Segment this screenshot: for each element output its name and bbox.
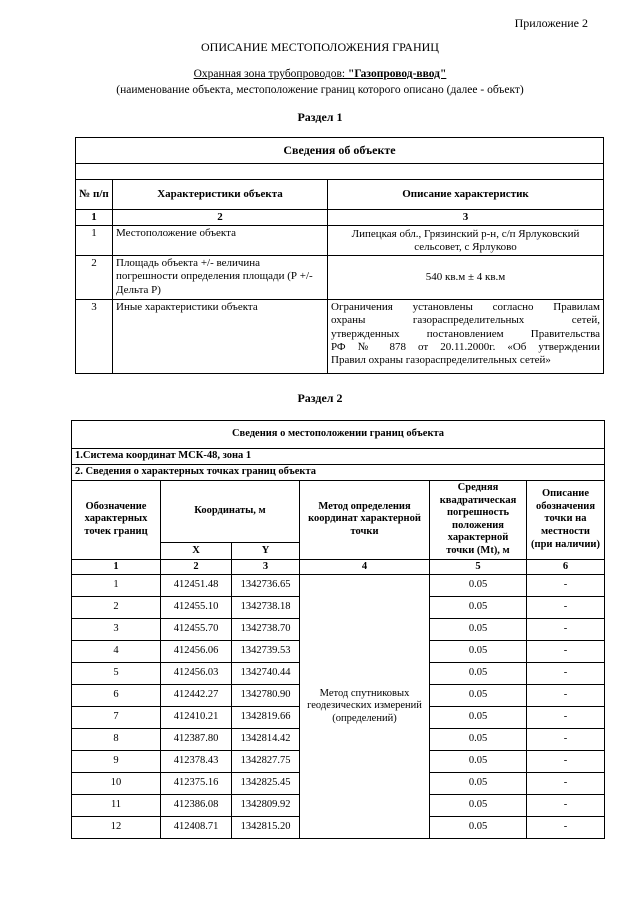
- coord-x: 412386.08: [161, 795, 232, 817]
- error-value: 0.05: [430, 817, 527, 839]
- point-number: 6: [72, 685, 161, 707]
- error-value: 0.05: [430, 663, 527, 685]
- col-header-char: Характеристики объекта: [113, 180, 328, 210]
- object-info-table: [75, 137, 604, 374]
- error-value: 0.05: [430, 795, 527, 817]
- error-value: 0.05: [430, 685, 527, 707]
- table-row: [76, 226, 604, 256]
- point-number: 3: [72, 619, 161, 641]
- method-cell: Метод спутниковых геодезических измерений (определений): [300, 575, 430, 839]
- table-row: [72, 575, 605, 597]
- row-char: Местоположение объекта: [113, 226, 328, 256]
- point-number: 11: [72, 795, 161, 817]
- row-desc: [328, 300, 604, 374]
- coord-y: 1342809.92: [232, 795, 300, 817]
- coord-y: 1342819.66: [232, 707, 300, 729]
- coord-x: 412455.10: [161, 597, 232, 619]
- coord-y: 1342827.75: [232, 751, 300, 773]
- col-header-desc: Описание характеристик: [328, 180, 604, 210]
- coord-system: 1.Система координат МСК-48, зона 1: [72, 449, 605, 465]
- index-cell: 6: [527, 559, 605, 575]
- point-number: 4: [72, 641, 161, 663]
- col-header-point: Обозначение характерных точек границ: [72, 481, 161, 560]
- zone-line: [0, 68, 640, 80]
- coord-y: 1342815.20: [232, 817, 300, 839]
- point-number: 2: [72, 597, 161, 619]
- table-row: [76, 300, 604, 374]
- coord-y: 1342780.90: [232, 685, 300, 707]
- col-header-error: Средняя квадратическая погрешность положения характерной точки (Mt), м: [430, 481, 527, 560]
- object-caption: (наименование объекта, местоположение границ которого описано (далее - объект): [116, 84, 524, 96]
- error-value: 0.05: [430, 575, 527, 597]
- desc-line: Правил охраны газораспределительных сетей»: [331, 353, 551, 366]
- section-1-heading: Раздел 1: [297, 110, 343, 124]
- point-description: -: [527, 641, 605, 663]
- row-desc: Липецкая обл., Грязинский р-н, с/п Ярлуковский сельсовет, с Ярлуково: [328, 226, 604, 256]
- coord-x: 412408.71: [161, 817, 232, 839]
- point-description: -: [527, 619, 605, 641]
- table-title: Сведения об объекте: [76, 138, 604, 164]
- coord-y: 1342825.45: [232, 773, 300, 795]
- point-number: 5: [72, 663, 161, 685]
- point-description: -: [527, 685, 605, 707]
- points-body: [72, 575, 605, 839]
- table-title: Сведения о местоположении границ объекта: [72, 421, 605, 449]
- zone-prefix: Охранная зона трубопроводов:: [193, 68, 348, 80]
- document-title: ОПИСАНИЕ МЕСТОПОЛОЖЕНИЯ ГРАНИЦ: [201, 40, 439, 54]
- error-value: 0.05: [430, 641, 527, 663]
- row-num: 3: [76, 300, 113, 374]
- coord-y: 1342814.42: [232, 729, 300, 751]
- error-value: 0.05: [430, 773, 527, 795]
- points-subtitle: 2. Сведения о характерных точках границ объекта: [72, 465, 605, 481]
- boundary-points-table: [71, 420, 605, 839]
- error-value: 0.05: [430, 597, 527, 619]
- index-cell: 2: [161, 559, 232, 575]
- row-char: Площадь объекта +/- величина погрешности определения площади (Р +/- Дельта Р): [113, 256, 328, 300]
- point-description: -: [527, 817, 605, 839]
- point-number: 7: [72, 707, 161, 729]
- point-number: 12: [72, 817, 161, 839]
- coord-x: 412378.43: [161, 751, 232, 773]
- point-description: -: [527, 575, 605, 597]
- coord-x: 412451.48: [161, 575, 232, 597]
- coord-x: 412456.06: [161, 641, 232, 663]
- col-header-coords: Координаты, м: [161, 481, 300, 543]
- point-number: 10: [72, 773, 161, 795]
- table-row: [76, 256, 604, 300]
- desc-line: утвержденных постановлением Правительства: [331, 327, 600, 340]
- error-value: 0.05: [430, 729, 527, 751]
- col-header-method: Метод определения координат характерной точки: [300, 481, 430, 560]
- coord-y: 1342740.44: [232, 663, 300, 685]
- row-char: Иные характеристики объекта: [113, 300, 328, 374]
- coord-x: 412455.70: [161, 619, 232, 641]
- desc-line: РФ № 878 от 20.11.2000г. «Об утверждении: [331, 340, 600, 353]
- coord-x: 412410.21: [161, 707, 232, 729]
- row-desc: 540 кв.м ± 4 кв.м: [328, 256, 604, 300]
- error-value: 0.05: [430, 707, 527, 729]
- point-number: 9: [72, 751, 161, 773]
- index-cell: 1: [72, 559, 161, 575]
- error-value: 0.05: [430, 619, 527, 641]
- point-description: -: [527, 795, 605, 817]
- point-description: -: [527, 751, 605, 773]
- desc-line: Ограничения установлены согласно Правилам: [331, 301, 600, 314]
- point-number: 8: [72, 729, 161, 751]
- index-cell: 5: [430, 559, 527, 575]
- point-description: -: [527, 597, 605, 619]
- col-header-desc: Описание обозначения точки на местности (при наличии): [527, 481, 605, 560]
- point-description: -: [527, 773, 605, 795]
- index-cell: 2: [113, 210, 328, 226]
- col-header-x: X: [161, 543, 232, 559]
- row-num: 2: [76, 256, 113, 300]
- index-cell: 4: [300, 559, 430, 575]
- index-cell: 3: [232, 559, 300, 575]
- coord-y: 1342736.65: [232, 575, 300, 597]
- coord-y: 1342738.18: [232, 597, 300, 619]
- desc-line: охраны газораспределительных сетей,: [331, 314, 600, 327]
- point-description: -: [527, 707, 605, 729]
- point-number: 1: [72, 575, 161, 597]
- col-header-num: № п/п: [76, 180, 113, 210]
- zone-name: "Газопровод-ввод": [347, 68, 447, 80]
- coord-x: 412375.16: [161, 773, 232, 795]
- spacer-row: [76, 164, 604, 180]
- point-description: -: [527, 663, 605, 685]
- coord-y: 1342739.53: [232, 641, 300, 663]
- coord-y: 1342738.70: [232, 619, 300, 641]
- section-2-heading: Раздел 2: [297, 391, 343, 405]
- row-num: 1: [76, 226, 113, 256]
- appendix-label: Приложение 2: [514, 16, 588, 30]
- point-description: -: [527, 729, 605, 751]
- index-cell: 1: [76, 210, 113, 226]
- col-header-y: Y: [232, 543, 300, 559]
- error-value: 0.05: [430, 751, 527, 773]
- coord-x: 412387.80: [161, 729, 232, 751]
- index-cell: 3: [328, 210, 604, 226]
- coord-x: 412456.03: [161, 663, 232, 685]
- coord-x: 412442.27: [161, 685, 232, 707]
